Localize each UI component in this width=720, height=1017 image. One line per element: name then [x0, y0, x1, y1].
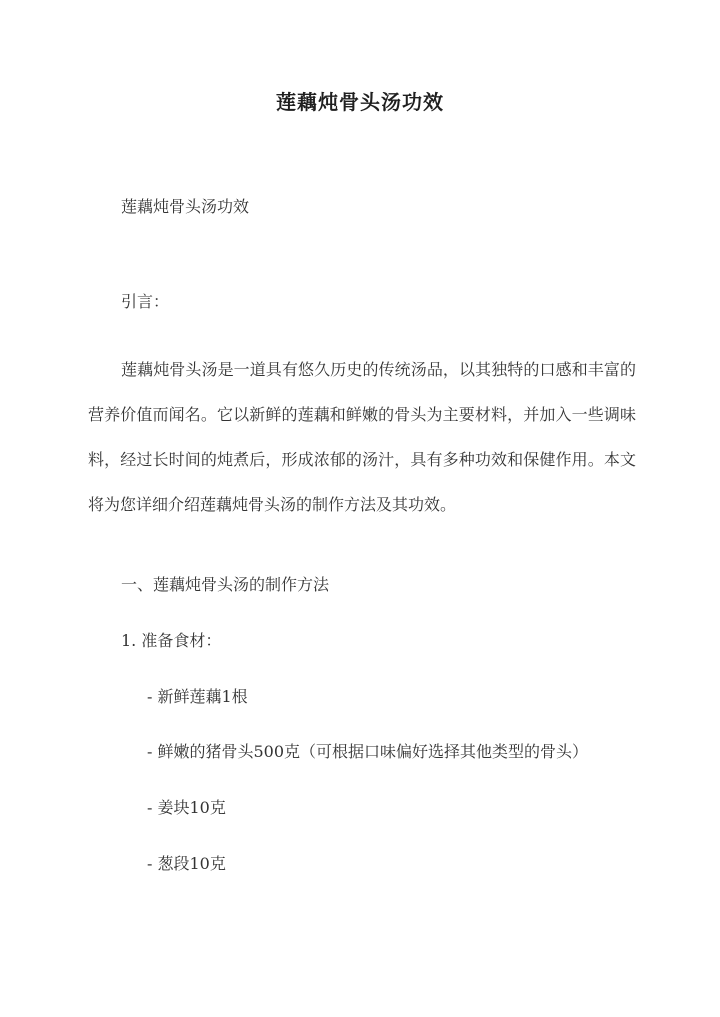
- intro-paragraph: 莲藕炖骨头汤是一道具有悠久历史的传统汤品，以其独特的口感和丰富的营养价值而闻名。它以新鲜的莲藕和鲜嫩的骨头为主要材料，并加入一些调味料，经过长时间的炖煮后，形成浓郁的汤汁，具有多种功效和保健作用。本文将为您详细介绍莲藕炖骨头汤的制作方法及其功效。: [88, 360, 636, 514]
- ingredient-item: - 新鲜莲藕1根: [147, 687, 248, 706]
- step-label: 1. 准备食材：: [121, 631, 222, 650]
- section-heading: 一、莲藕炖骨头汤的制作方法: [121, 575, 330, 594]
- ingredient-item: - 姜块10克: [147, 798, 226, 817]
- ingredient-item: - 鲜嫩的猪骨头500克（可根据口味偏好选择其他类型的骨头）: [147, 742, 589, 761]
- ingredient-item: - 葱段10克: [147, 854, 226, 873]
- document-title: 莲藕炖骨头汤功效: [276, 90, 444, 114]
- intro-label: 引言：: [121, 292, 170, 311]
- document-subtitle: 莲藕炖骨头汤功效: [121, 197, 250, 216]
